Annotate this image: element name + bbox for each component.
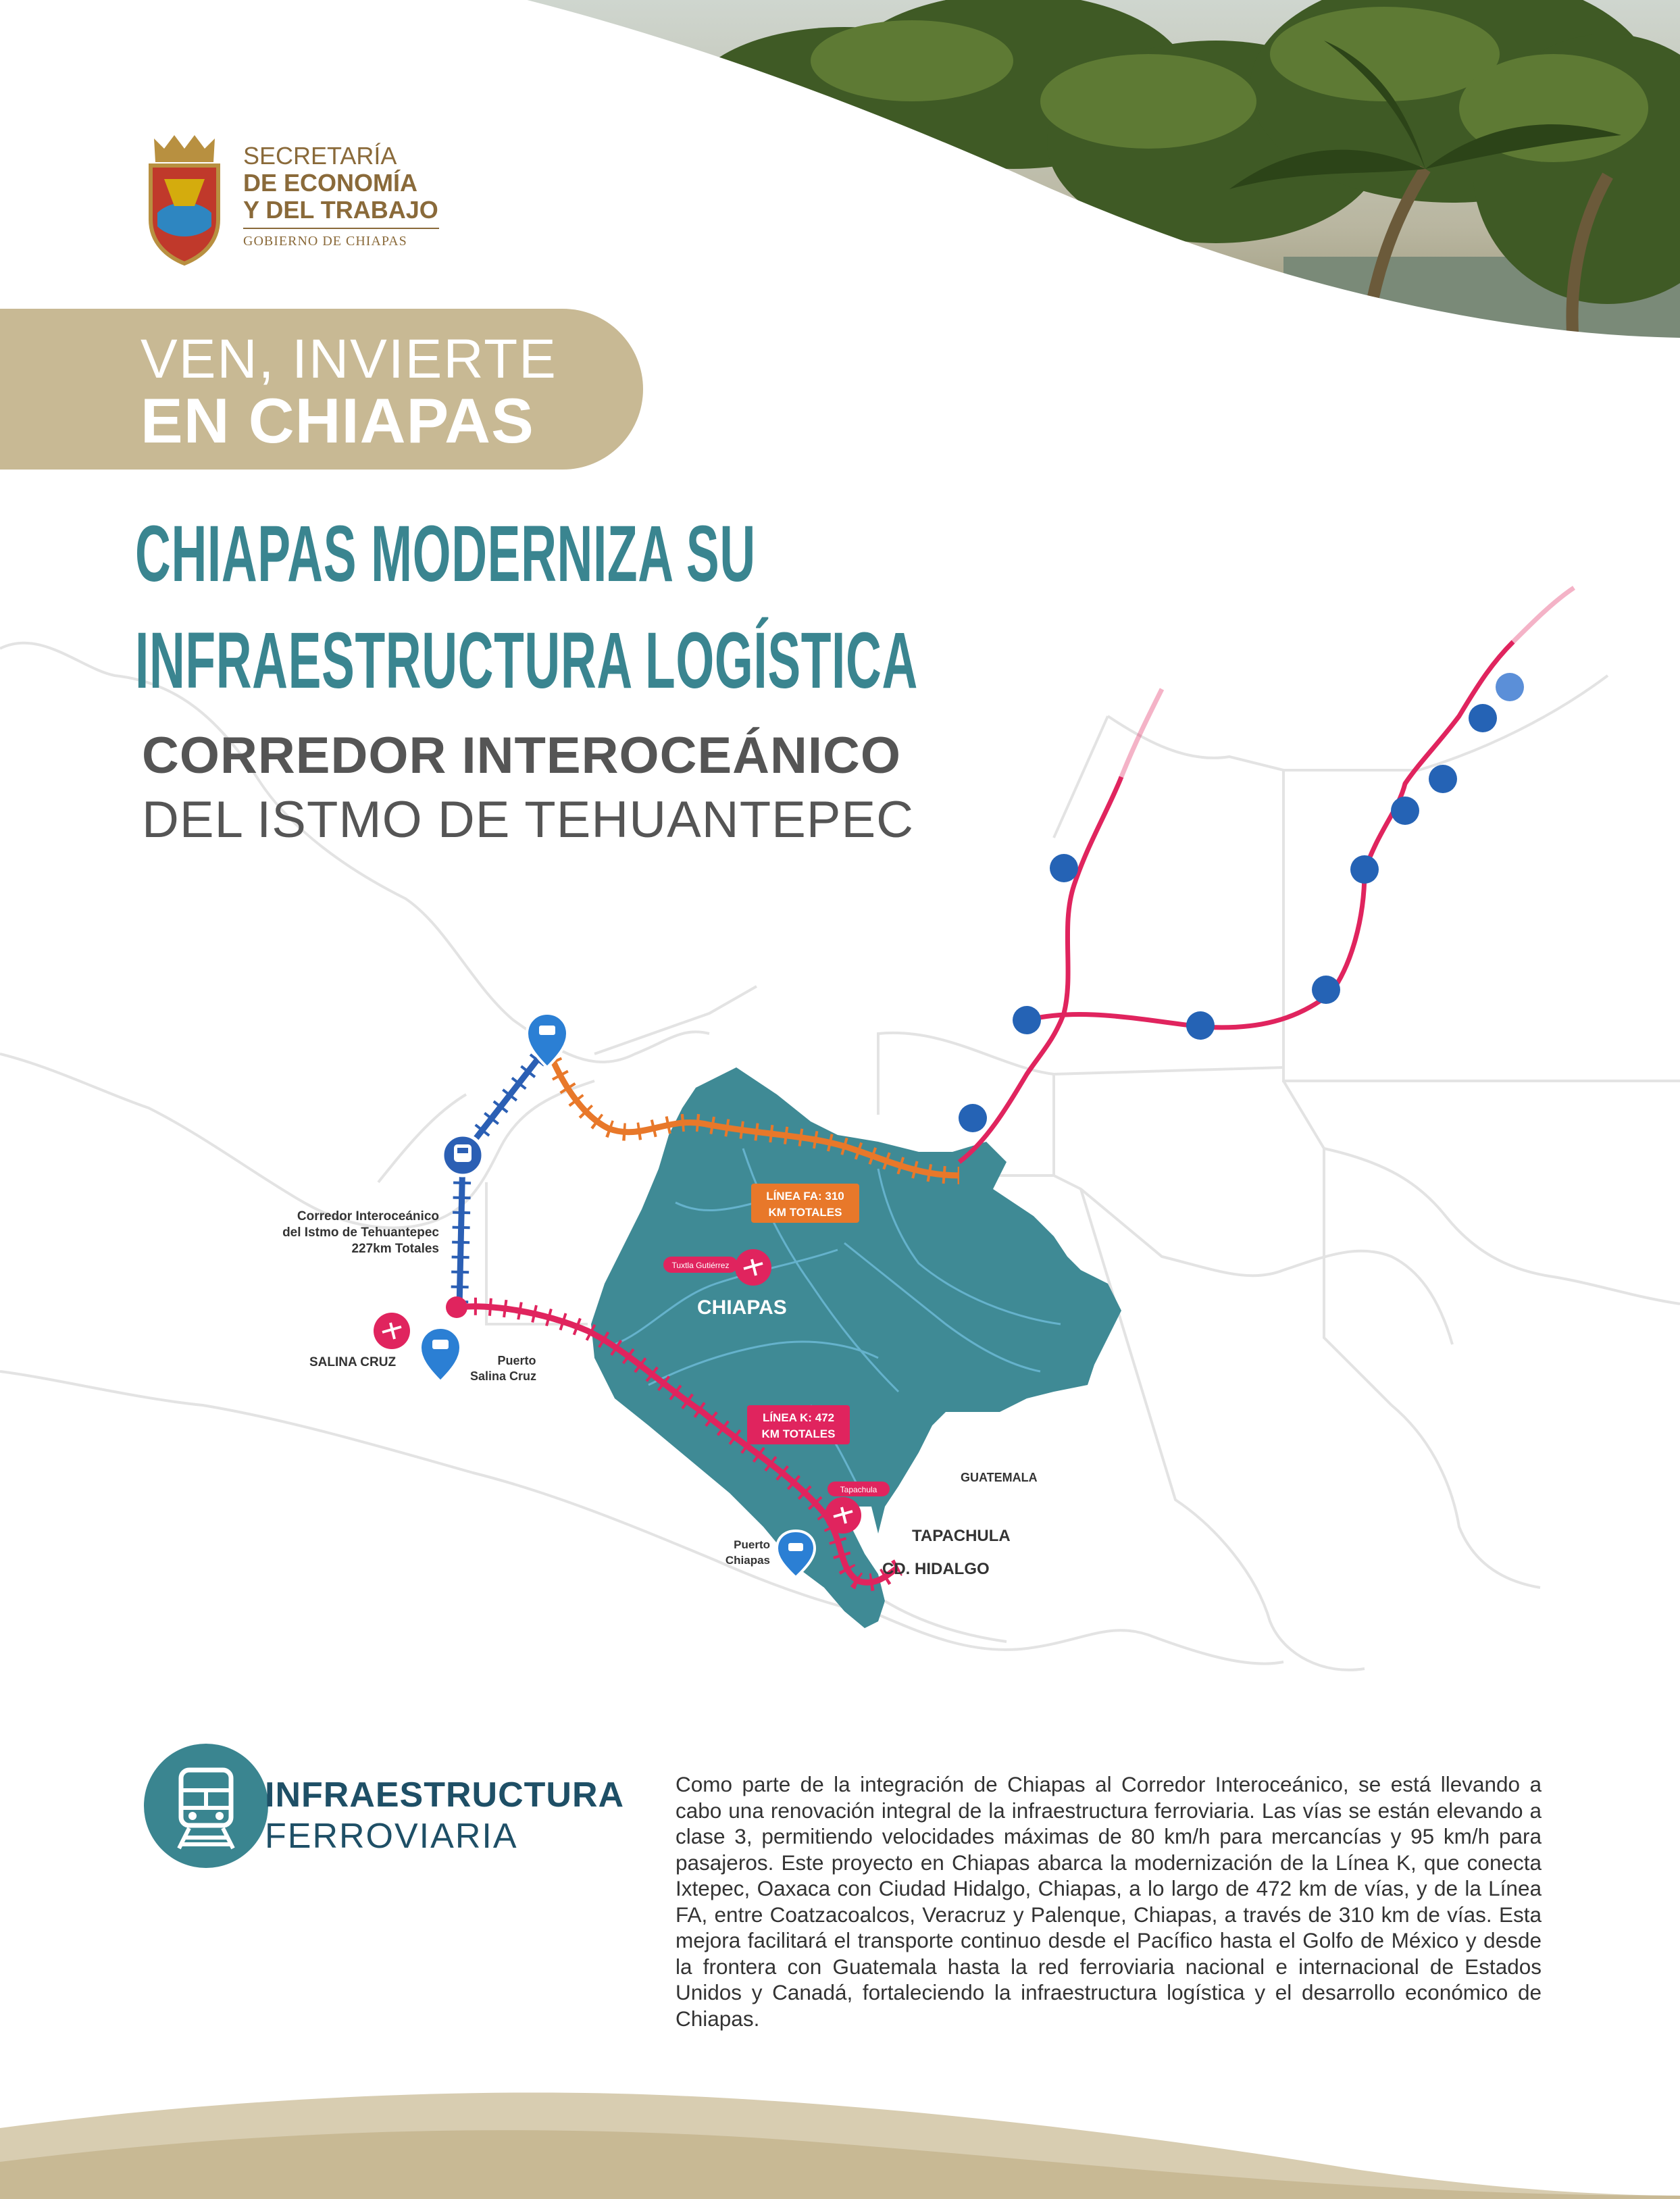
linea-k-line-1: LÍNEA K: 472 [762,1411,835,1424]
government-logo [141,132,444,267]
page-title-line-2: INFRAESTRUCTURA LOGÍSTICA [135,616,918,705]
logo-line-4: GOBIERNO DE CHIAPAS [243,234,407,249]
port-pin-salina-cruz [420,1328,461,1382]
infra-heading-1: INFRAESTRUCTURA [265,1775,625,1815]
bottom-wave-decoration [0,2088,1680,2199]
tapachula-tag-text: Tapachula [840,1485,877,1494]
salina-cruz-label: SALINA CRUZ [309,1355,397,1369]
logo-divider [243,228,439,229]
corridor-line [459,1047,547,1307]
invest-banner [0,309,643,470]
puerto-chiapas-1: Puerto [734,1538,770,1551]
banner-line-1: VEN, INVIERTE [141,328,557,390]
linea-fa-line-2: KM TOTALES [768,1206,842,1219]
train-icon [142,1742,270,1870]
junction-dot [446,1296,467,1318]
logo-line-2: DE ECONOMÍA [243,169,418,197]
corridor-label-1: Corredor Interoceánico [297,1209,439,1223]
airport-icon-salina-cruz [374,1313,410,1349]
corridor-label-2: del Istmo de Tehuantepec [282,1225,439,1240]
puerto-salina-cruz-1: Puerto [497,1354,536,1367]
banner-line-2: EN CHIAPAS [141,385,534,456]
logo-line-1: SECRETARÍA [243,142,397,170]
train-station-marker [442,1135,483,1176]
national-rail-lines [959,642,1513,1162]
subtitle-line-2: DEL ISTMO DE TEHUANTEPEC [142,791,915,849]
tapachula-label: TAPACHULA [912,1527,1011,1545]
body-paragraph: Como parte de la integración de Chiapas al Corredor Interoceánico, se está llevando a cabo una renovación integral de la infraestructura ferroviaria. Las vías se están elevando a clase 3, permitiendo velocidades máximas de 80 km/h para mercancías y 95 km/h para pasajeros. Este proyecto en Chiapas abarca la modernización de la Línea K, que conecta Ixtepec, Oaxaca con Ciudad Hidalgo, Chiapas, a lo largo de 472 km de vías, y de la Línea FA, entre Coatzacoalcos, Veracruz y Palenque, Chiapas, a través de 310 km de vías. Esta mejora facilitará el transporte continuo desde el Pacífico hasta el Golfo de México y desde la frontera con Guatemala hasta la red ferroviaria nacional e internacional de Estados Unidos y Canadá, fortaleciendo la infraestructura logística y el desarrollo económico de Chiapas. [676,1772,1542,2031]
logo-line-3: Y DEL TRABAJO [243,196,438,224]
corridor-label-3: 227km Totales [351,1242,439,1256]
linea-fa-line-1: LÍNEA FA: 310 [766,1190,844,1203]
coat-of-arms-icon [141,132,228,267]
airport-icon-tapachula [825,1497,861,1534]
linea-k-line-2: KM TOTALES [761,1427,836,1440]
chiapas-label: CHIAPAS [697,1296,787,1319]
tuxtla-tag-text: Tuxtla Gutiérrez [671,1261,730,1270]
puerto-salina-cruz-2: Salina Cruz [469,1369,537,1383]
subtitle-line-1: CORREDOR INTEROCEÁNICO [142,727,902,784]
infra-heading-2: FERROVIARIA [265,1817,518,1856]
cd-hidalgo-label: CD. HIDALGO [882,1560,990,1578]
airport-icon-tuxtla [735,1249,771,1286]
guatemala-label: GUATEMALA [961,1471,1038,1484]
page-title-line-1: CHIAPAS MODERNIZA SU [135,509,756,599]
puerto-chiapas-2: Chiapas [725,1554,770,1567]
